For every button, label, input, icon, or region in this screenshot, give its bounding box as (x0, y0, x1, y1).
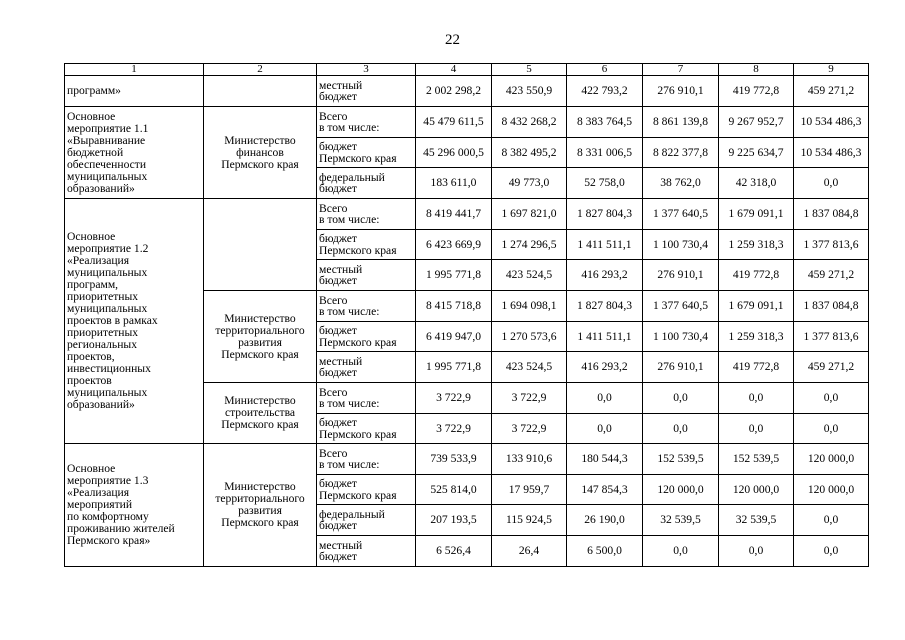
funding-source-cell: Всего в том числе: (317, 444, 416, 475)
funding-source-cell: Всего в том числе: (317, 291, 416, 322)
executor-cell: Министерство территориального развития Пермского края (204, 444, 317, 567)
value-cell: 1 100 730,4 (643, 322, 719, 352)
header-cell: 4 (416, 64, 492, 76)
value-cell: 3 722,9 (416, 414, 492, 444)
value-cell: 459 271,2 (794, 76, 869, 107)
value-cell: 8 331 006,5 (567, 138, 643, 168)
funding-source-cell: бюджет Пермского края (317, 230, 416, 260)
value-cell: 1 827 804,3 (567, 199, 643, 230)
page-number: 22 (445, 32, 460, 48)
value-cell: 120 000,0 (794, 444, 869, 475)
value-cell: 0,0 (643, 414, 719, 444)
value-cell: 45 479 611,5 (416, 107, 492, 138)
value-cell: 459 271,2 (794, 352, 869, 383)
value-cell: 6 423 669,9 (416, 230, 492, 260)
activity-name-cell: Основное мероприятие 1.3 «Реализация мероприятий по комфортному проживанию жителей Пермского края» (65, 444, 204, 567)
value-cell: 49 773,0 (492, 168, 567, 199)
value-cell: 3 722,9 (492, 383, 567, 414)
value-cell: 416 293,2 (567, 352, 643, 383)
header-cell: 2 (204, 64, 317, 76)
value-cell: 8 861 139,8 (643, 107, 719, 138)
value-cell: 0,0 (794, 414, 869, 444)
activity-name-cell: Основное мероприятие 1.2 «Реализация муниципальных программ, приоритетных муниципальных проектов в рамках приоритетных региональных проектов, инвестиционных проектов муниципальных образований» (65, 199, 204, 444)
value-cell: 3 722,9 (416, 383, 492, 414)
value-cell: 8 419 441,7 (416, 199, 492, 230)
value-cell: 38 762,0 (643, 168, 719, 199)
value-cell: 1 995 771,8 (416, 260, 492, 291)
activity-name-cell: программ» (65, 76, 204, 107)
value-cell: 32 539,5 (643, 505, 719, 536)
value-cell: 1 377 813,6 (794, 230, 869, 260)
value-cell: 26 190,0 (567, 505, 643, 536)
value-cell: 9 267 952,7 (719, 107, 794, 138)
value-cell: 1 411 511,1 (567, 230, 643, 260)
value-cell: 419 772,8 (719, 352, 794, 383)
value-cell: 419 772,8 (719, 76, 794, 107)
value-cell: 0,0 (643, 383, 719, 414)
value-cell: 115 924,5 (492, 505, 567, 536)
funding-source-cell: местный бюджет (317, 260, 416, 291)
value-cell: 32 539,5 (719, 505, 794, 536)
value-cell: 1 270 573,6 (492, 322, 567, 352)
value-cell: 423 550,9 (492, 76, 567, 107)
value-cell: 45 296 000,5 (416, 138, 492, 168)
header-row (65, 64, 869, 76)
funding-source-cell: местный бюджет (317, 352, 416, 383)
value-cell: 10 534 486,3 (794, 107, 869, 138)
value-cell: 0,0 (567, 414, 643, 444)
value-cell: 52 758,0 (567, 168, 643, 199)
value-cell: 9 225 634,7 (719, 138, 794, 168)
value-cell: 2 002 298,2 (416, 76, 492, 107)
value-cell: 1 259 318,3 (719, 322, 794, 352)
value-cell: 17 959,7 (492, 475, 567, 505)
value-cell: 1 274 296,5 (492, 230, 567, 260)
value-cell: 423 524,5 (492, 260, 567, 291)
funding-source-cell: федеральный бюджет (317, 168, 416, 199)
executor-cell (204, 199, 317, 291)
value-cell: 8 383 764,5 (567, 107, 643, 138)
value-cell: 1 411 511,1 (567, 322, 643, 352)
value-cell: 183 611,0 (416, 168, 492, 199)
funding-source-cell: Всего в том числе: (317, 107, 416, 138)
header-cell: 5 (492, 64, 567, 76)
executor-cell: Министерство территориального развития Пермского края (204, 291, 317, 383)
value-cell: 0,0 (719, 414, 794, 444)
activity-name-cell: Основное мероприятие 1.1 «Выравнивание бюджетной обеспеченности муниципальных образований» (65, 107, 204, 199)
value-cell: 120 000,0 (643, 475, 719, 505)
value-cell: 1 837 084,8 (794, 291, 869, 322)
value-cell: 152 539,5 (719, 444, 794, 475)
value-cell: 6 526,4 (416, 536, 492, 567)
value-cell: 0,0 (719, 536, 794, 567)
funding-source-cell: Всего в том числе: (317, 383, 416, 414)
value-cell: 1 100 730,4 (643, 230, 719, 260)
executor-cell (204, 76, 317, 107)
value-cell: 3 722,9 (492, 414, 567, 444)
funding-source-cell: бюджет Пермского края (317, 475, 416, 505)
value-cell: 0,0 (794, 505, 869, 536)
value-cell: 1 377 640,5 (643, 291, 719, 322)
value-cell: 147 854,3 (567, 475, 643, 505)
header-cell: 9 (794, 64, 869, 76)
value-cell: 8 415 718,8 (416, 291, 492, 322)
value-cell: 422 793,2 (567, 76, 643, 107)
value-cell: 8 432 268,2 (492, 107, 567, 138)
executor-cell: Министерство финансов Пермского края (204, 107, 317, 199)
value-cell: 6 419 947,0 (416, 322, 492, 352)
value-cell: 1 679 091,1 (719, 291, 794, 322)
value-cell: 1 694 098,1 (492, 291, 567, 322)
executor-cell: Министерство строительства Пермского края (204, 383, 317, 444)
funding-source-cell: Всего в том числе: (317, 199, 416, 230)
value-cell: 1 697 821,0 (492, 199, 567, 230)
table-row (65, 76, 869, 107)
value-cell: 0,0 (643, 536, 719, 567)
value-cell: 1 679 091,1 (719, 199, 794, 230)
value-cell: 0,0 (794, 383, 869, 414)
value-cell: 276 910,1 (643, 76, 719, 107)
value-cell: 525 814,0 (416, 475, 492, 505)
table-row (65, 444, 869, 475)
value-cell: 1 377 813,6 (794, 322, 869, 352)
value-cell: 8 382 495,2 (492, 138, 567, 168)
value-cell: 423 524,5 (492, 352, 567, 383)
value-cell: 152 539,5 (643, 444, 719, 475)
value-cell: 0,0 (794, 536, 869, 567)
funding-source-cell: местный бюджет (317, 536, 416, 567)
value-cell: 42 318,0 (719, 168, 794, 199)
value-cell: 120 000,0 (719, 475, 794, 505)
value-cell: 416 293,2 (567, 260, 643, 291)
value-cell: 180 544,3 (567, 444, 643, 475)
funding-source-cell: бюджет Пермского края (317, 138, 416, 168)
value-cell: 10 534 486,3 (794, 138, 869, 168)
value-cell: 459 271,2 (794, 260, 869, 291)
value-cell: 1 827 804,3 (567, 291, 643, 322)
funding-source-cell: бюджет Пермского края (317, 414, 416, 444)
header-cell: 6 (567, 64, 643, 76)
table-row (65, 107, 869, 138)
funding-source-cell: местный бюджет (317, 76, 416, 107)
value-cell: 0,0 (567, 383, 643, 414)
value-cell: 26,4 (492, 536, 567, 567)
budget-table (64, 63, 869, 567)
value-cell: 1 377 640,5 (643, 199, 719, 230)
value-cell: 6 500,0 (567, 536, 643, 567)
value-cell: 0,0 (719, 383, 794, 414)
funding-source-cell: федеральный бюджет (317, 505, 416, 536)
header-cell: 8 (719, 64, 794, 76)
value-cell: 1 259 318,3 (719, 230, 794, 260)
value-cell: 0,0 (794, 168, 869, 199)
value-cell: 276 910,1 (643, 352, 719, 383)
value-cell: 419 772,8 (719, 260, 794, 291)
funding-source-cell: бюджет Пермского края (317, 322, 416, 352)
value-cell: 133 910,6 (492, 444, 567, 475)
value-cell: 739 533,9 (416, 444, 492, 475)
table-row (65, 199, 869, 230)
value-cell: 1 995 771,8 (416, 352, 492, 383)
header-cell: 3 (317, 64, 416, 76)
value-cell: 120 000,0 (794, 475, 869, 505)
value-cell: 8 822 377,8 (643, 138, 719, 168)
header-cell: 7 (643, 64, 719, 76)
header-cell: 1 (65, 64, 204, 76)
value-cell: 1 837 084,8 (794, 199, 869, 230)
value-cell: 207 193,5 (416, 505, 492, 536)
value-cell: 276 910,1 (643, 260, 719, 291)
